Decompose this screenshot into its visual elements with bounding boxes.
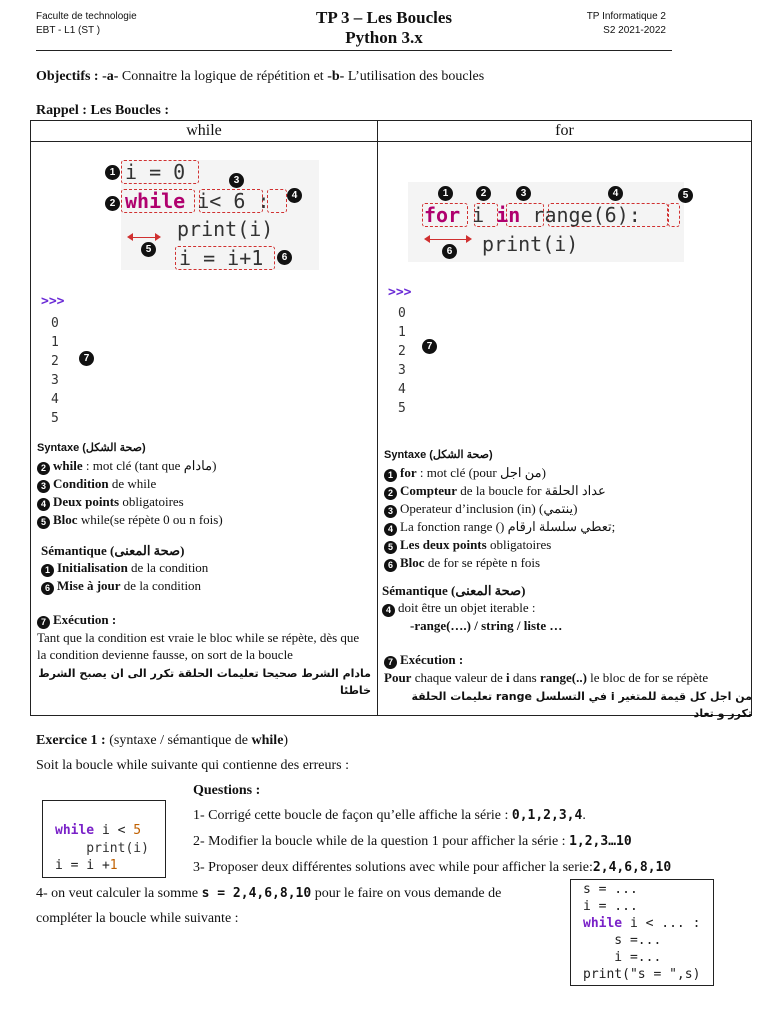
for-syntaxe-item: 3 Operateur d’inclusion (in) (ينتمي) (384, 500, 752, 518)
semester: S2 2021-2022 (603, 25, 666, 36)
for-code-print: print(i) (482, 232, 579, 256)
for-semantique-text: 4 doit être un objet iterable : (382, 599, 750, 617)
while-prompt: >>> (41, 294, 65, 309)
while-code-print: print(i) (177, 217, 274, 241)
for-semantique-list: -range(….) / string / liste … (410, 618, 563, 633)
question-1: 1- Corrigé cette boucle de façon qu’elle affiche la série : 0,1,2,3,4. (193, 808, 586, 823)
for-semantique-title: Sémantique (صحة المعنى) (382, 583, 526, 598)
exercise1-code-line: print(i) (55, 841, 149, 856)
while-semantique-item: 6 Mise à jour de la condition (41, 577, 371, 595)
loops-table (30, 120, 752, 720)
indent-arrow-icon (129, 237, 159, 238)
for-syntaxe-title: Syntaxe (صحة الشكل) (384, 449, 493, 461)
page-title: TP 3 – Les Boucles (315, 8, 452, 27)
while-syntaxe-title: Syntaxe (صحة الشكل) (37, 442, 146, 454)
question-2: 2- Modifier la boucle while de la question 1 pour afficher la série : 1,2,3…10 (193, 834, 632, 849)
for-execution-title: Exécution : (400, 652, 464, 667)
page-subtitle: Python 3.x (345, 28, 423, 47)
questions-title: Questions : (193, 783, 261, 798)
marker-3-icon: 3 (516, 186, 531, 201)
while-syntaxe-item: 5 Bloc while(se répète 0 ou n fois) (37, 511, 373, 529)
marker-3-icon: 3 (229, 173, 244, 188)
objectives (36, 69, 484, 85)
for-syntaxe-item: 5 Les deux points obligatoires (384, 536, 752, 554)
for-semantique (382, 582, 750, 634)
while-execution-title: Exécution : (53, 612, 117, 627)
exercise1-title: Exercice 1 : (syntaxe / sémantique de while) (36, 733, 289, 748)
exercise1-code2-line: s = ... (583, 882, 638, 897)
objective-a-text: Connaitre la logique de répétition et (121, 69, 324, 84)
for-column-header: for (378, 121, 752, 142)
for-syntaxe-item: 6 Bloc de for se répète n fois (384, 554, 752, 572)
marker-5-icon: 5 (141, 242, 156, 257)
while-syntaxe-item: 3 Condition de while (37, 475, 373, 493)
indent-arrow-icon (426, 239, 470, 240)
for-syntaxe-item: 2 Compteur de la boucle for عداد الحلقة (384, 482, 752, 500)
for-code-header: for i in range(6): (424, 203, 641, 227)
marker-1-icon: 1 (438, 186, 453, 201)
for-output: 0 1 2 3 4 5 (398, 306, 406, 416)
question-3: 3- Proposer deux différentes solutions avec while pour afficher la serie:2,4,6,8,10 (193, 860, 672, 875)
marker-4-icon: 4 (608, 186, 623, 201)
while-code-init: i = 0 (125, 160, 186, 184)
for-execution: 7 Exécution : Pour chaque valeur de i dans range(..) le bloc de for se répète من اجل كل قيمة للمتغير i في التسلسل range تعليمات الحلقة تكرر و تعاد (384, 652, 752, 720)
while-execution-text: Tant que la condition est vraie le bloc while se répète, dès que la condition devienne fausse, on sort de la boucle (37, 630, 360, 662)
for-cell (378, 142, 752, 720)
course-name: TP Informatique 2 (586, 11, 666, 22)
exercise1-code-line: while i < 5 (55, 823, 142, 838)
marker-7-icon: 7 (79, 351, 94, 366)
marker-2-icon: 2 (105, 196, 120, 211)
while-column-header: while (31, 121, 378, 142)
exercise1-intro: Soit la boucle while suivante qui contienne des erreurs : (36, 758, 349, 773)
for-syntaxe-item: 4 La fonction range () تعطي سلسلة ارقام; (384, 518, 752, 536)
rappel-heading: Rappel : Les Boucles : (36, 103, 169, 118)
while-code-update: i = i+1 (179, 246, 264, 270)
question-4: 4- on veut calculer la somme s = 2,4,6,8,10 pour le faire on vous demande de (36, 886, 502, 901)
objective-b-label: -b- (327, 69, 345, 84)
while-execution-arabic: مادام الشرط صحيحا تعليمات الحلقة تكرر الى ان يصبح الشرط خاطئا (38, 667, 371, 697)
exercise1-code-line: i = i +1 (55, 858, 118, 873)
exercise1-code-box (42, 800, 166, 878)
while-syntaxe-item: 4 Deux points obligatoires (37, 493, 373, 511)
for-execution-arabic: من اجل كل قيمة للمتغير i في التسلسل range تعليمات الحلقة تكرر و تعاد (411, 690, 752, 720)
for-syntaxe-item: 1 for : mot clé (pour من اجل) (384, 464, 752, 482)
marker-6-icon: 6 (442, 244, 457, 259)
institution-name: Faculte de technologie (36, 11, 137, 22)
header-divider (36, 50, 672, 51)
marker-4-icon: 4 (287, 188, 302, 203)
objectives-label: Objectifs : (36, 69, 99, 84)
exercise1-code2-line: i = ... (583, 899, 638, 914)
for-execution-text: Pour chaque valeur de i dans range(..) le bloc de for se répète (384, 670, 709, 685)
marker-1-icon: 1 (105, 165, 120, 180)
exercise1-code-box-2 (570, 879, 714, 986)
while-syntaxe (37, 440, 373, 529)
while-code-header: while i< 6 : (125, 189, 270, 213)
while-semantique-title: Sémantique (صحة المعنى) (41, 543, 185, 558)
for-prompt: >>> (388, 285, 412, 300)
objective-a-label: -a- (102, 69, 119, 84)
while-cell (31, 142, 378, 716)
header-course (587, 10, 666, 38)
while-output: 0 1 2 3 4 5 (51, 316, 59, 426)
while-syntaxe-item: 2 while : mot clé (tant que مادام) (37, 457, 373, 475)
exercise1-code2-line: print("s = ",s) (583, 967, 701, 982)
exercise1-code2-line: while i < ... : (583, 916, 701, 931)
while-semantique-item: 1 Initialisation de la condition (41, 559, 371, 577)
class-group: EBT - L1 (ST ) (36, 25, 101, 36)
while-semantique (41, 542, 371, 595)
marker-2-icon: 2 (476, 186, 491, 201)
question-4-continued: compléter la boucle while suivante : (36, 911, 239, 926)
objective-b-text: L’utilisation des boucles (347, 69, 485, 84)
exercise1-code2-line: i =... (583, 950, 662, 965)
for-syntaxe (384, 447, 752, 572)
exercise1-code2-line: s =... (583, 933, 662, 948)
marker-5-icon: 5 (678, 188, 693, 203)
marker-6-icon: 6 (277, 250, 292, 265)
marker-7-icon: 7 (422, 339, 437, 354)
while-execution: 7 Exécution : Tant que la condition est vraie le bloc while se répète, dès que la condition devienne fausse, on sort de la boucle مادام الشرط صحيحا تعليمات الحلقة تكرر الى ان يصبح الشرط خاطئا (37, 612, 371, 697)
